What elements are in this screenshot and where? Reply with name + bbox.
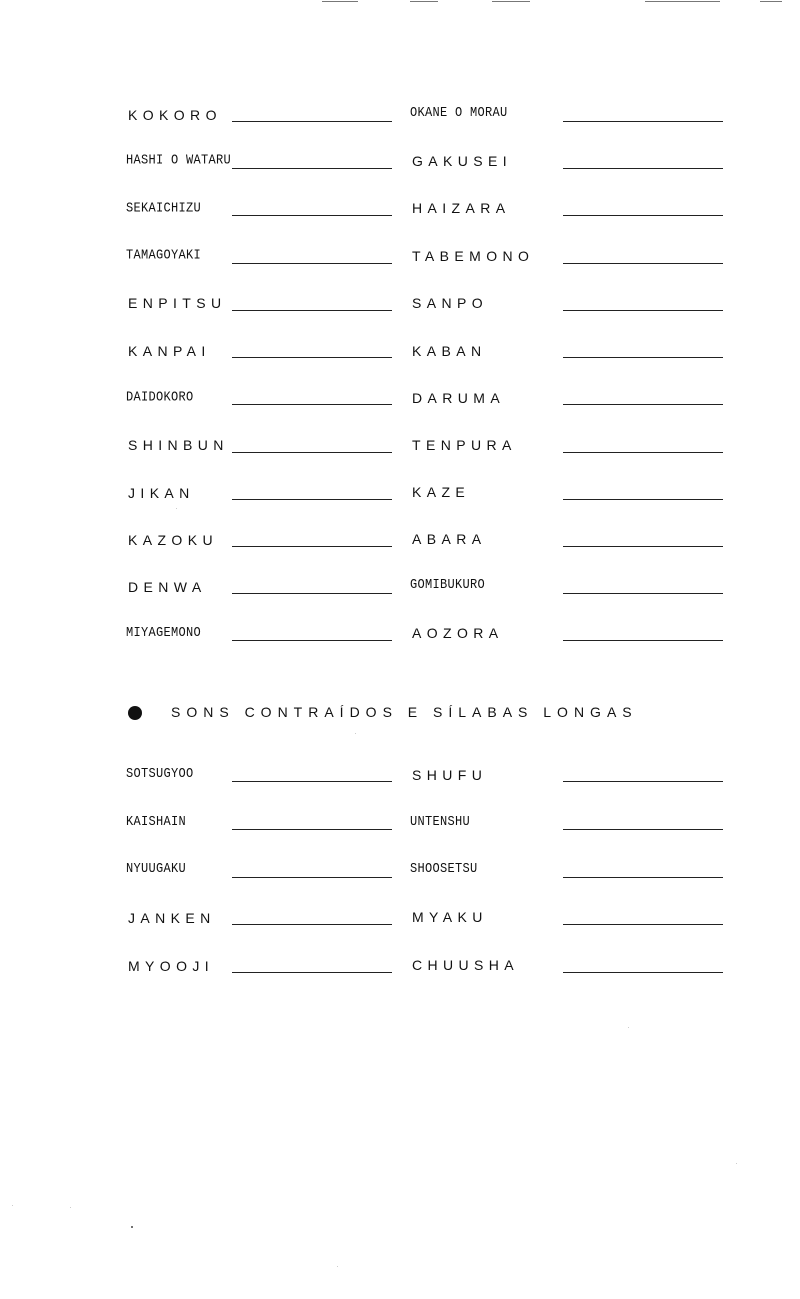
vocab-left-word: DENWA	[128, 579, 207, 595]
answer-blank[interactable]	[232, 215, 392, 216]
vocab-left-word: DAIDOKORO	[126, 388, 194, 405]
answer-blank[interactable]	[232, 357, 392, 358]
answer-blank[interactable]	[563, 499, 723, 500]
vocab-right-word: SHUFU	[412, 767, 488, 783]
vocab-right-word: AOZORA	[412, 625, 504, 641]
answer-blank[interactable]	[563, 310, 723, 311]
vocab-left-word: TAMAGOYAKI	[126, 246, 202, 263]
scan-speck	[176, 508, 177, 509]
scan-mark	[492, 1, 530, 2]
answer-blank[interactable]	[563, 168, 723, 169]
answer-blank[interactable]	[232, 452, 392, 453]
answer-blank[interactable]	[563, 263, 723, 264]
answer-blank[interactable]	[563, 640, 723, 641]
scan-top-edge-marks	[0, 0, 800, 6]
scan-speck	[12, 1205, 13, 1206]
vocab-right-word: MYAKU	[412, 909, 488, 925]
answer-blank[interactable]	[232, 640, 392, 641]
answer-blank[interactable]	[232, 781, 392, 782]
answer-blank[interactable]	[563, 593, 723, 594]
vocab-right-word: KAZE	[412, 484, 471, 500]
answer-blank[interactable]	[563, 781, 723, 782]
answer-blank[interactable]	[232, 924, 392, 925]
vocab-right-word: SANPO	[412, 295, 489, 311]
scan-mark	[410, 1, 438, 2]
vocab-left-word: KAZOKU	[128, 532, 218, 548]
answer-blank[interactable]	[232, 263, 392, 264]
answer-blank[interactable]	[563, 121, 723, 122]
vocab-left-word: JANKEN	[128, 910, 216, 926]
answer-blank[interactable]	[232, 121, 392, 122]
scan-speck	[355, 733, 356, 734]
vocab-left-word: KANPAI	[128, 343, 211, 359]
answer-blank[interactable]	[232, 499, 392, 500]
scan-speck	[70, 1207, 71, 1208]
answer-blank[interactable]	[232, 877, 392, 878]
answer-blank[interactable]	[232, 404, 392, 405]
vocab-left-word: MYOOJI	[128, 958, 215, 974]
scan-speck	[337, 1266, 338, 1267]
answer-blank[interactable]	[563, 215, 723, 216]
vocab-right-word: GAKUSEI	[412, 153, 513, 169]
answer-blank[interactable]	[232, 829, 392, 830]
vocab-left-word: MIYAGEMONO	[126, 624, 202, 641]
answer-blank[interactable]	[232, 972, 392, 973]
vocab-right-word: OKANE O MORAU	[410, 104, 508, 121]
answer-blank[interactable]	[563, 452, 723, 453]
vocab-right-word: KABAN	[412, 343, 487, 359]
vocab-left-word: ENPITSU	[128, 295, 227, 311]
answer-blank[interactable]	[563, 877, 723, 878]
vocab-left-word: SHINBUN	[128, 437, 229, 453]
vocab-right-word: GOMIBUKURO	[410, 576, 486, 593]
answer-blank[interactable]	[232, 310, 392, 311]
scan-mark	[645, 1, 720, 2]
vocab-left-word: NYUUGAKU	[126, 860, 187, 877]
vocab-right-word: SHOOSETSU	[410, 860, 478, 877]
section-heading: SONS CONTRAÍDOS E SÍLABAS LONGAS	[171, 704, 638, 720]
scan-speck	[628, 1027, 629, 1028]
vocab-right-word: DARUMA	[412, 390, 506, 406]
scan-speck	[131, 1226, 133, 1228]
answer-blank[interactable]	[563, 829, 723, 830]
answer-blank[interactable]	[563, 404, 723, 405]
vocab-left-word: JIKAN	[128, 485, 195, 501]
vocab-left-word: SOTSUGYOO	[126, 765, 194, 782]
answer-blank[interactable]	[563, 972, 723, 973]
vocab-right-word: HAIZARA	[412, 200, 511, 216]
answer-blank[interactable]	[232, 168, 392, 169]
vocab-right-word: ABARA	[412, 531, 487, 547]
answer-blank[interactable]	[232, 546, 392, 547]
answer-blank[interactable]	[563, 357, 723, 358]
answer-blank[interactable]	[563, 546, 723, 547]
section-bullet-icon	[128, 706, 142, 720]
vocab-left-word: KAISHAIN	[126, 813, 187, 830]
vocab-left-word: SEKAICHIZU	[126, 199, 202, 216]
vocab-right-word: TABEMONO	[412, 248, 535, 264]
scan-mark	[760, 1, 782, 2]
vocab-left-word: KOKORO	[128, 107, 222, 123]
vocab-right-word: CHUUSHA	[412, 957, 520, 973]
answer-blank[interactable]	[232, 593, 392, 594]
answer-blank[interactable]	[563, 924, 723, 925]
vocab-right-word: UNTENSHU	[410, 813, 471, 830]
scan-mark	[322, 1, 358, 2]
vocab-right-word: TENPURA	[412, 437, 517, 453]
vocab-left-word: HASHI O WATARU	[126, 151, 232, 168]
scan-speck	[736, 1163, 737, 1164]
